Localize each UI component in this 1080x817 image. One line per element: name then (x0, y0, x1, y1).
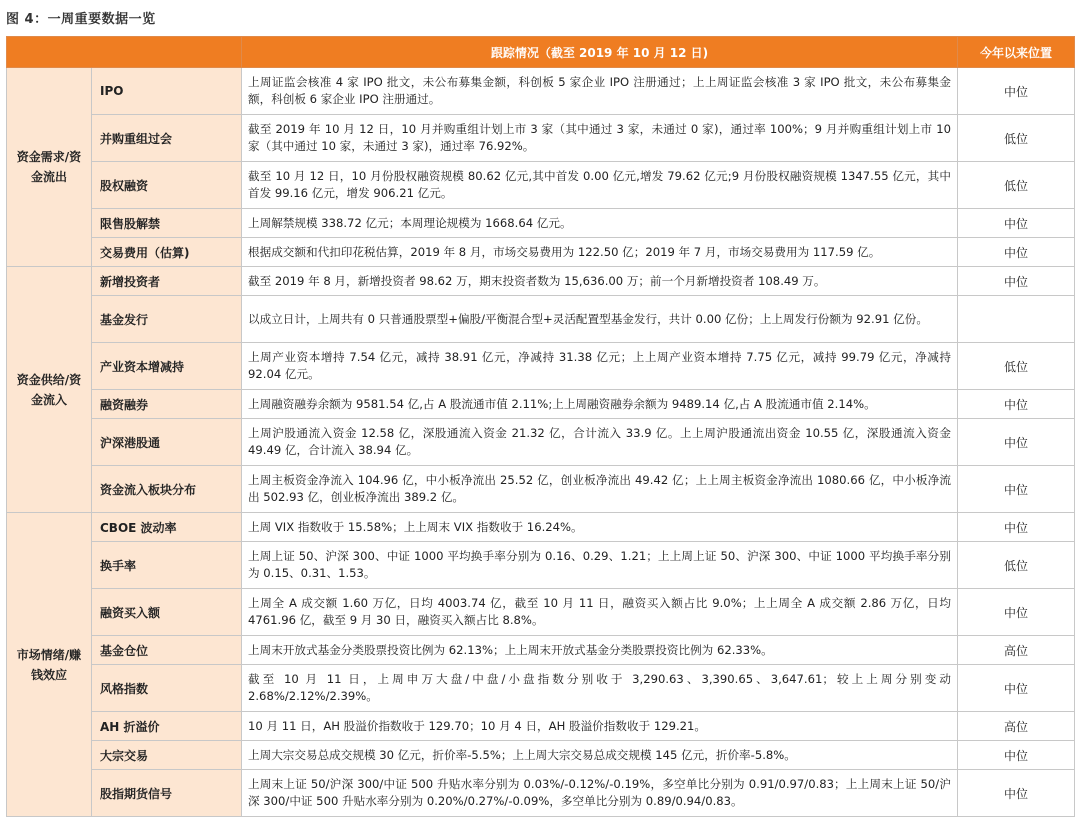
table-row (7, 238, 1075, 267)
row-position: 中位 (958, 267, 1075, 296)
row-desc: 截至 10 月 11 日，上周申万大盘/中盘/小盘指数分别收于 3,290.63、3,390.65、3,647.61；较上上周分别变动 2.68%/2.12%/2.39%。 (242, 665, 958, 712)
row-position: 中位 (958, 419, 1075, 466)
row-position: 中位 (958, 665, 1075, 712)
figure-caption: 图 4：一周重要数据一览 (6, 12, 156, 27)
table-row (7, 770, 1075, 817)
row-desc: 上周证监会核准 4 家 IPO 批文，未公布募集金额，科创板 5 家企业 IPO 注册通过；上上周证监会核准 3 家 IPO 批文，未公布募集金额，科创板 6 家企业 IPO 注册通过。 (242, 68, 958, 115)
row-item: 交易费用（估算) (92, 238, 242, 267)
header-position: 今年以来位置 (958, 37, 1075, 68)
row-desc: 上周 VIX 指数收于 15.58%；上上周末 VIX 指数收于 16.24%。 (242, 513, 958, 542)
row-position: 低位 (958, 162, 1075, 209)
row-item: 基金仓位 (92, 636, 242, 665)
group-label: 市场情绪/赚钱效应 (7, 513, 92, 817)
row-item: IPO (92, 68, 242, 115)
row-desc: 上周产业资本增持 7.54 亿元，减持 38.91 亿元，净减持 31.38 亿元；上上周产业资本增持 7.75 亿元，减持 99.79 亿元，净减持 92.04 亿元。 (242, 343, 958, 390)
row-position: 中位 (958, 238, 1075, 267)
row-desc: 截至 10 月 12 日，10 月份股权融资规模 80.62 亿元,其中首发 0.00 亿元,增发 79.62 亿元;9 月份股权融资规模 1347.55 亿元，其中首发 99.16 亿元，增发 906.21 亿元。 (242, 162, 958, 209)
row-position (958, 296, 1075, 343)
table-row (7, 419, 1075, 466)
header-tracking: 跟踪情况（截至 2019 年 10 月 12 日) (242, 37, 958, 68)
table-row (7, 267, 1075, 296)
table-row (7, 68, 1075, 115)
row-desc: 截至 2019 年 8 月，新增投资者 98.62 万，期末投资者数为 15,636.00 万；前一个月新增投资者 108.49 万。 (242, 267, 958, 296)
row-item: 股权融资 (92, 162, 242, 209)
table-row (7, 636, 1075, 665)
row-desc: 上周主板资金净流入 104.96 亿，中小板净流出 25.52 亿，创业板净流出 49.42 亿；上上周主板资金净流出 1080.66 亿，中小板净流出 502.93 亿，创业板净流出 389.2 亿。 (242, 466, 958, 513)
row-position: 低位 (958, 115, 1075, 162)
row-item: 风格指数 (92, 665, 242, 712)
row-item: 资金流入板块分布 (92, 466, 242, 513)
row-desc: 上周融资融券余额为 9581.54 亿,占 A 股流通市值 2.11%;上上周融资融券余额为 9489.14 亿,占 A 股流通市值 2.14%。 (242, 390, 958, 419)
header-category (7, 37, 242, 68)
row-desc: 以成立日计，上周共有 0 只普通股票型+偏股/平衡混合型+灵活配置型基金发行，共计 0.00 亿份；上上周发行份额为 92.91 亿份。 (242, 296, 958, 343)
row-desc: 上周末上证 50/沪深 300/中证 500 升贴水率分别为 0.03%/-0.12%/-0.19%，多空单比分别为 0.91/0.97/0.83；上上周末上证 50/沪深 300/中证 500 升贴水率分别为 0.20%/0.27%/-0.09%，多空单比分别为 0.89/0.94/0.83。 (242, 770, 958, 817)
row-item: 限售股解禁 (92, 209, 242, 238)
row-position: 中位 (958, 68, 1075, 115)
row-desc: 10 月 11 日，AH 股溢价指数收于 129.70；10 月 4 日，AH 股溢价指数收于 129.21。 (242, 712, 958, 741)
row-item: 换手率 (92, 542, 242, 589)
table-row (7, 513, 1075, 542)
row-item: 产业资本增减持 (92, 343, 242, 390)
group-label: 资金需求/资金流出 (7, 68, 92, 267)
row-desc: 上周大宗交易总成交规模 30 亿元，折价率-5.5%；上上周大宗交易总成交规模 145 亿元，折价率-5.8%。 (242, 741, 958, 770)
row-position: 中位 (958, 589, 1075, 636)
row-position: 中位 (958, 741, 1075, 770)
row-position: 高位 (958, 636, 1075, 665)
row-desc: 上周全 A 成交额 1.60 万亿，日均 4003.74 亿，截至 10 月 11 日，融资买入额占比 9.0%；上上周全 A 成交额 2.86 万亿，日均 4761.96 亿，截至 9 月 30 日，融资买入额占比 8.8%。 (242, 589, 958, 636)
row-position: 中位 (958, 466, 1075, 513)
table-row (7, 466, 1075, 513)
row-item: 融资融券 (92, 390, 242, 419)
row-position: 低位 (958, 542, 1075, 589)
row-desc: 根据成交额和代扣印花税估算，2019 年 8 月，市场交易费用为 122.50 亿；2019 年 7 月，市场交易费用为 117.59 亿。 (242, 238, 958, 267)
row-item: 沪深港股通 (92, 419, 242, 466)
table-row (7, 741, 1075, 770)
table-row (7, 343, 1075, 390)
row-desc: 上周解禁规模 338.72 亿元；本周理论规模为 1668.64 亿元。 (242, 209, 958, 238)
row-item: 新增投资者 (92, 267, 242, 296)
table-row (7, 162, 1075, 209)
table-row (7, 209, 1075, 238)
table-row (7, 296, 1075, 343)
table-row (7, 712, 1075, 741)
table-row (7, 390, 1075, 419)
row-item: 大宗交易 (92, 741, 242, 770)
row-desc: 上周上证 50、沪深 300、中证 1000 平均换手率分别为 0.16、0.29、1.21；上上周上证 50、沪深 300、中证 1000 平均换手率分别为 0.15、0.31、1.53。 (242, 542, 958, 589)
row-item: 基金发行 (92, 296, 242, 343)
row-position: 中位 (958, 770, 1075, 817)
row-desc: 截至 2019 年 10 月 12 日，10 月并购重组计划上市 3 家（其中通过 3 家，未通过 0 家)，通过率 100%；9 月并购重组计划上市 10 家（其中通过 10 家，未通过 3 家)，通过率 76.92%。 (242, 115, 958, 162)
row-position: 低位 (958, 343, 1075, 390)
row-item: AH 折溢价 (92, 712, 242, 741)
row-desc: 上周沪股通流入资金 12.58 亿，深股通流入资金 21.32 亿，合计流入 33.9 亿。上上周沪股通流出资金 10.55 亿，深股通流入资金 49.49 亿，合计流入 38.94 亿。 (242, 419, 958, 466)
row-item: 并购重组过会 (92, 115, 242, 162)
row-position: 中位 (958, 390, 1075, 419)
table-row (7, 542, 1075, 589)
row-item: CBOE 波动率 (92, 513, 242, 542)
table-row (7, 115, 1075, 162)
row-desc: 上周末开放式基金分类股票投资比例为 62.13%；上上周末开放式基金分类股票投资比例为 62.33%。 (242, 636, 958, 665)
group-label: 资金供给/资金流入 (7, 267, 92, 513)
table-row (7, 589, 1075, 636)
table-row (7, 665, 1075, 712)
row-position: 高位 (958, 712, 1075, 741)
row-item: 股指期货信号 (92, 770, 242, 817)
row-position: 中位 (958, 209, 1075, 238)
row-item: 融资买入额 (92, 589, 242, 636)
row-position: 中位 (958, 513, 1075, 542)
weekly-data-table (6, 36, 1075, 817)
table-header (7, 37, 1075, 68)
